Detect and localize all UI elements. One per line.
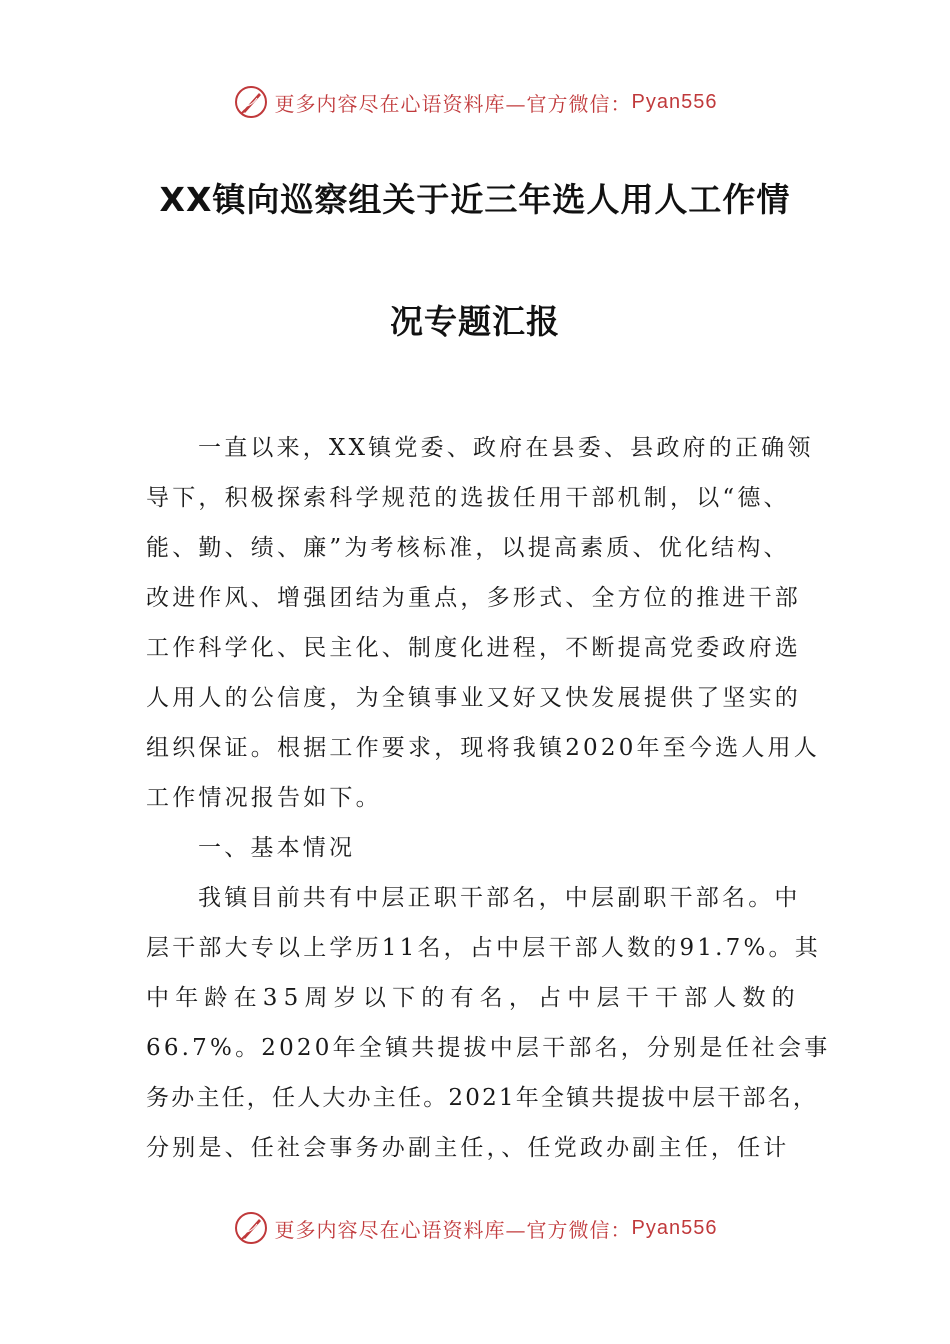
body-line: 导下，积极探索科学规范的选拔任用干部机制，以“德、 <box>146 485 790 511</box>
document-title-line-2: 况专题汇报 <box>390 302 560 341</box>
body-line: 工作科学化、民主化、制度化进程，不断提高党委政府选 <box>146 635 801 661</box>
watermark-banner-bottom <box>0 1208 950 1248</box>
quill-pen-logo-icon <box>233 1210 269 1246</box>
watermark-banner-top <box>0 82 950 122</box>
body-line: 66.7%。2020年全镇共提拔中层干部名，分别是任社会事 <box>146 1035 831 1061</box>
quill-pen-logo-icon <box>233 84 269 120</box>
body-line: 中年龄在35周岁以下的有名，占中层干干部人数的 <box>146 985 801 1011</box>
document-title-line-1: XX镇向巡察组关于近三年选人用人工作情 <box>159 180 791 219</box>
body-line: 组织保证。根据工作要求，现将我镇2020年至今选人用人 <box>146 735 820 761</box>
section-heading: 一、基本情况 <box>198 835 356 861</box>
body-line: 我镇目前共有中层正职干部名，中层副职干部名。中 <box>198 885 801 911</box>
body-line: 改进作风、增强团结为重点，多形式、全方位的推进干部 <box>146 585 801 611</box>
watermark-wechat-id: Pyan556 <box>631 1216 718 1239</box>
body-line: 一直以来，XX镇党委、政府在县委、县政府的正确领 <box>198 435 814 461</box>
body-line: 分别是、任社会事务办副主任，、任党政办副主任，任计 <box>146 1135 790 1161</box>
body-line: 能、勤、绩、廉”为考核标准，以提高素质、优化结构、 <box>146 535 790 561</box>
watermark-wechat-id: Pyan556 <box>631 90 718 113</box>
body-line: 务办主任，任人大办主任。2021年全镇共提拔中层干部名， <box>146 1085 819 1111</box>
watermark-text: 更多内容尽在心语资料库—官方微信： <box>274 1217 632 1242</box>
body-line: 层干部大专以上学历11名，占中层干部人数的91.7%。其 <box>146 935 821 961</box>
body-line: 工作情况报告如下。 <box>146 785 382 811</box>
watermark-text: 更多内容尽在心语资料库—官方微信： <box>274 91 632 116</box>
body-line: 人用人的公信度，为全镇事业又好又快发展提供了坚实的 <box>146 685 801 711</box>
